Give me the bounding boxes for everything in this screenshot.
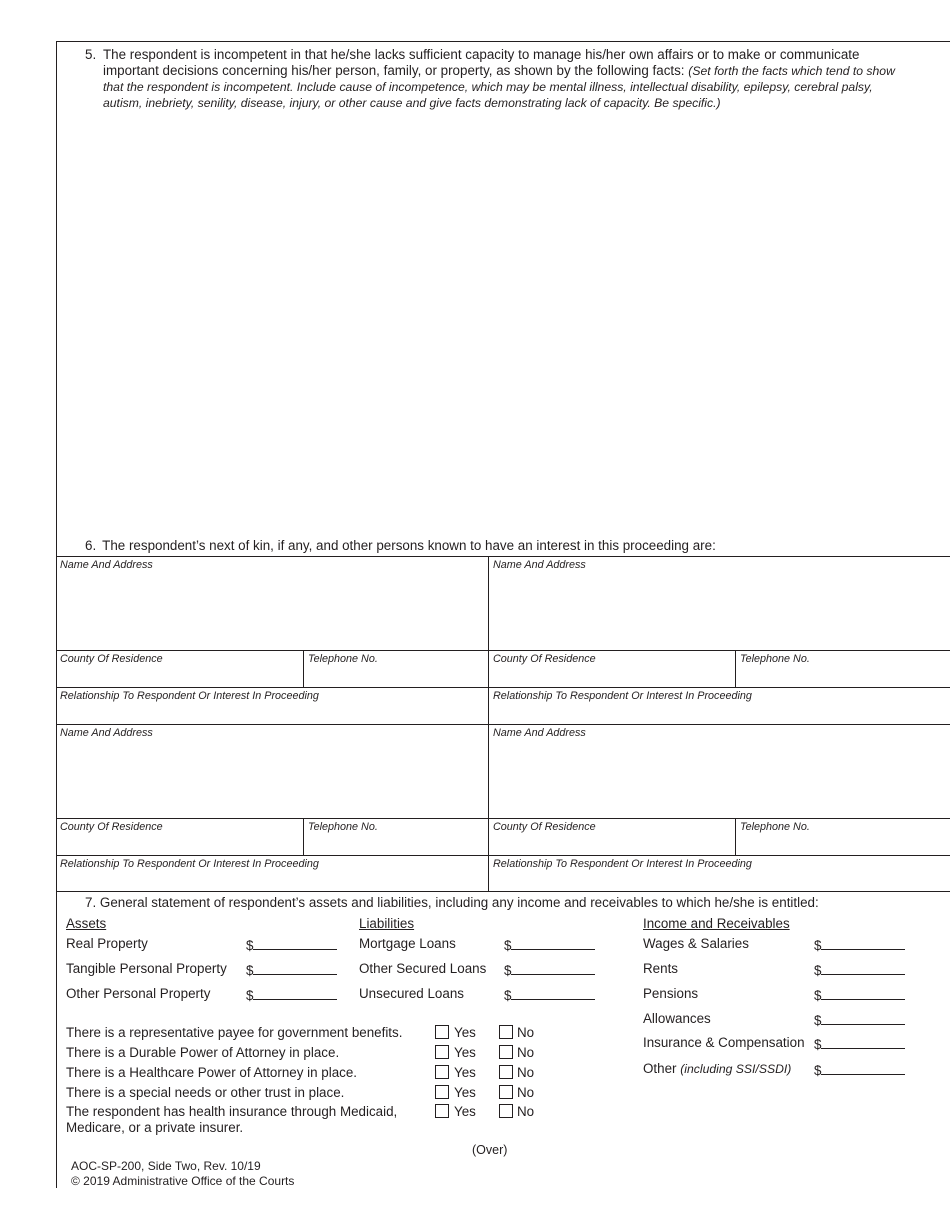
- durable-poa-yes-checkbox[interactable]: [435, 1045, 449, 1059]
- trust-no-label: No: [517, 1085, 535, 1100]
- durable-poa-no-label: No: [517, 1045, 535, 1060]
- income-amount-pensions[interactable]: $: [814, 986, 905, 1003]
- income-other-note: (including SSI/SSDI): [680, 1062, 792, 1076]
- footer: [71, 1159, 294, 1189]
- next-of-kin-table: [56, 556, 950, 892]
- over-indicator: (Over): [472, 1143, 508, 1157]
- telephone-field-3[interactable]: Telephone No.: [304, 818, 488, 855]
- name-address-field-4[interactable]: Name And Address: [489, 724, 950, 818]
- statement-health-insurance: The respondent has health insurance through Medicaid, Medicare, or a private insurer.: [66, 1104, 398, 1135]
- income-label-pensions: Pensions: [643, 986, 699, 1001]
- healthcare-poa-yes-checkbox[interactable]: [435, 1065, 449, 1079]
- payee-yes-checkbox[interactable]: [435, 1025, 449, 1039]
- copyright: © 2019 Administrative Office of the Courts: [71, 1174, 295, 1188]
- healthcare-poa-yes-label: Yes: [454, 1065, 476, 1080]
- name-address-field-3[interactable]: Name And Address: [56, 724, 488, 818]
- insurance-yes-checkbox[interactable]: [435, 1104, 449, 1118]
- top-border: [56, 41, 950, 42]
- assets-heading: Assets: [66, 916, 107, 931]
- insurance-no-label: No: [517, 1104, 535, 1119]
- county-field-1[interactable]: County Of Residence: [56, 650, 303, 687]
- section-5-number: 5.: [85, 47, 97, 62]
- county-field-4[interactable]: County Of Residence: [489, 818, 735, 855]
- section-7-heading: [85, 895, 819, 910]
- statement-healthcare-poa: There is a Healthcare Power of Attorney in place.: [66, 1065, 358, 1080]
- relationship-field-1[interactable]: Relationship To Respondent Or Interest In Proceeding: [56, 687, 488, 724]
- telephone-field-1[interactable]: Telephone No.: [304, 650, 488, 687]
- asset-label-tangible-property: Tangible Personal Property: [66, 961, 227, 976]
- asset-amount-other-property[interactable]: $: [246, 986, 337, 1003]
- section-5-text: The respondent is incompetent in that he/she lacks sufficient capacity to manage his/her own affairs or to make or communicate important decisions concerning his/her person, family, or property, as shown by the following facts:: [103, 47, 860, 78]
- income-amount-allowances[interactable]: $: [814, 1011, 905, 1028]
- county-field-3[interactable]: County Of Residence: [56, 818, 303, 855]
- section-6-number: 6.: [85, 538, 97, 553]
- liability-label-secured: Other Secured Loans: [359, 961, 487, 976]
- liability-amount-unsecured[interactable]: $: [504, 986, 595, 1003]
- table-bottom-border: [56, 891, 950, 892]
- section-5: [85, 47, 905, 111]
- statement-durable-poa: There is a Durable Power of Attorney in place.: [66, 1045, 340, 1060]
- telephone-field-2[interactable]: Telephone No.: [736, 650, 950, 687]
- durable-poa-yes-label: Yes: [454, 1045, 476, 1060]
- trust-yes-label: Yes: [454, 1085, 476, 1100]
- payee-no-label: No: [517, 1025, 535, 1040]
- income-amount-insurance[interactable]: $: [814, 1035, 905, 1052]
- liability-amount-mortgage[interactable]: $: [504, 936, 595, 953]
- insurance-yes-label: Yes: [454, 1104, 476, 1119]
- income-label-other: Other (including SSI/SSDI): [643, 1061, 792, 1076]
- telephone-field-4[interactable]: Telephone No.: [736, 818, 950, 855]
- statement-representative-payee: There is a representative payee for government benefits.: [66, 1025, 403, 1040]
- asset-label-other-property: Other Personal Property: [66, 986, 211, 1001]
- section-7-text: General statement of respondent’s assets and liabilities, including any income and receivables to which he/she is entitled:: [99, 895, 819, 910]
- county-field-2[interactable]: County Of Residence: [489, 650, 735, 687]
- healthcare-poa-no-checkbox[interactable]: [499, 1065, 513, 1079]
- liability-label-unsecured: Unsecured Loans: [359, 986, 464, 1001]
- durable-poa-no-checkbox[interactable]: [499, 1045, 513, 1059]
- asset-amount-real-property[interactable]: $: [246, 936, 337, 953]
- section-6-heading: [85, 538, 716, 553]
- income-heading: Income and Receivables: [643, 916, 790, 931]
- liability-label-mortgage: Mortgage Loans: [359, 936, 456, 951]
- healthcare-poa-no-label: No: [517, 1065, 535, 1080]
- income-label-rents: Rents: [643, 961, 678, 976]
- relationship-field-2[interactable]: Relationship To Respondent Or Interest In Proceeding: [489, 687, 950, 724]
- income-label-allowances: Allowances: [643, 1011, 711, 1026]
- payee-yes-label: Yes: [454, 1025, 476, 1040]
- trust-yes-checkbox[interactable]: [435, 1085, 449, 1099]
- asset-amount-tangible-property[interactable]: $: [246, 961, 337, 978]
- form-id: AOC-SP-200, Side Two, Rev. 10/19: [71, 1159, 261, 1173]
- income-amount-other[interactable]: $: [814, 1061, 905, 1078]
- section-7-number: 7.: [85, 895, 97, 910]
- income-amount-rents[interactable]: $: [814, 961, 905, 978]
- section-5-instruction: (Set forth the facts which tend to show that the respondent is incompetent. Include cause of incompetence, which may be mental illness, intellectual disability, epilepsy, cerebral palsy, autism, inebriety, senility, disease, injury, or other cause and give facts demonstrating lack of capacity. Be specific.): [103, 64, 895, 110]
- liabilities-heading: Liabilities: [359, 916, 415, 931]
- relationship-field-3[interactable]: Relationship To Respondent Or Interest In Proceeding: [56, 855, 488, 892]
- payee-no-checkbox[interactable]: [499, 1025, 513, 1039]
- income-amount-wages[interactable]: $: [814, 936, 905, 953]
- income-label-wages: Wages & Salaries: [643, 936, 749, 951]
- liability-amount-secured[interactable]: $: [504, 961, 595, 978]
- statement-special-needs-trust: There is a special needs or other trust in place.: [66, 1085, 345, 1100]
- income-label-insurance: Insurance & Compensation: [643, 1035, 805, 1050]
- asset-label-real-property: Real Property: [66, 936, 148, 951]
- relationship-field-4[interactable]: Relationship To Respondent Or Interest In Proceeding: [489, 855, 950, 892]
- insurance-no-checkbox[interactable]: [499, 1104, 513, 1118]
- trust-no-checkbox[interactable]: [499, 1085, 513, 1099]
- name-address-field-1[interactable]: Name And Address: [56, 556, 488, 650]
- section-6-text: The respondent’s next of kin, if any, and other persons known to have an interest in this proceeding are:: [102, 538, 716, 553]
- name-address-field-2[interactable]: Name And Address: [489, 556, 950, 650]
